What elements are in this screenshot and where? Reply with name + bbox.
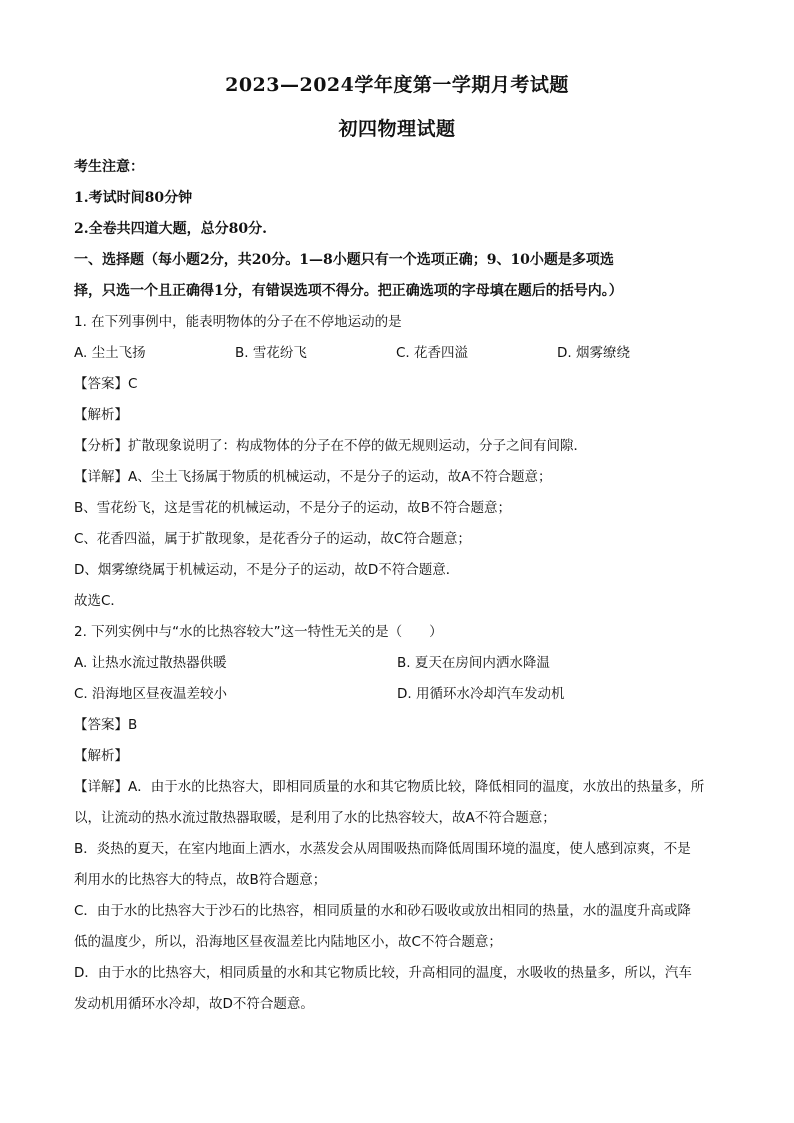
option-a: A. 尘土飞扬: [74, 345, 146, 361]
page-subtitle: 初四物理试题: [338, 118, 456, 140]
option-d: D. 烟雾缭绕: [557, 345, 630, 361]
analysis-label: 【解析】: [74, 407, 128, 423]
option-b: B. 雪花纷飞: [235, 345, 307, 361]
explanation-line: D．由于水的比热容大，相同质量的水和其它物质比较，升高相同的温度，水吸收的热量多，所以，汽车: [74, 965, 692, 981]
answer-label: 【答案】B: [74, 717, 138, 733]
explanation-line: C、花香四溢，属于扩散现象，是花香分子的运动，故C符合题意；: [74, 531, 471, 547]
explanation-line: B、雪花纷飞，这是雪花的机械运动，不是分子的运动，故B不符合题意；: [74, 500, 512, 516]
analysis-label: 【解析】: [74, 748, 128, 764]
question-stem: 1. 在下列事例中，能表明物体的分子在不停地运动的是: [74, 314, 402, 330]
question-options: [74, 679, 720, 710]
explanation-line: 故选C．: [74, 593, 124, 609]
notice-heading: 考生注意：: [74, 159, 144, 175]
explanation-line: D、烟雾缭绕属于机械运动，不是分子的运动，故D不符合题意．: [74, 562, 460, 578]
page-title: 2023—2024学年度第一学期月考试题: [225, 74, 569, 96]
explanation-line: C．由于水的比热容大于沙石的比热容，相同质量的水和砂石吸收或放出相同的热量，水的温度升高或降: [74, 903, 691, 919]
explanation-line: 发动机用循环水冷却，故D不符合题意。: [74, 996, 314, 1012]
question-stem: 2. 下列实例中与“水的比热容较大”这一特性无关的是（ ）: [74, 624, 443, 640]
option-b: B. 夏天在房间内洒水降温: [397, 655, 550, 671]
option-d: D. 用循环水冷却汽车发动机: [397, 686, 565, 702]
explanation-line: 以，让流动的热水流过散热器取暖，是利用了水的比热容较大，故A不符合题意；: [74, 810, 556, 826]
section-instruction: 择，只选一个且正确得1分，有错误选项不得分。把正确选项的字母填在题后的括号内。）: [74, 283, 623, 299]
section-instruction: 一、选择题（每小题2分，共20分。1—8小题只有一个选项正确；9、10小题是多项选: [74, 252, 614, 268]
option-a: A. 让热水流过散热器供暖: [74, 655, 227, 671]
explanation-line: 【分析】扩散现象说明了：构成物体的分子在不停的做无规则运动，分子之间有间隙．: [74, 438, 587, 454]
explanation-line: 【详解】A、尘土飞扬属于物质的机械运动，不是分子的运动，故A不符合题意；: [74, 469, 552, 485]
explanation-line: 利用水的比热容大的特点，故B符合题意；: [74, 872, 327, 888]
option-c: C. 花香四溢: [396, 345, 469, 361]
notice-item: 1.考试时间80分钟: [74, 190, 193, 206]
explanation-line: 低的温度少，所以，沿海地区昼夜温差比内陆地区小，故C不符合题意；: [74, 934, 502, 950]
notice-item: 2.全卷共四道大题，总分80分.: [74, 221, 267, 237]
answer-label: 【答案】C: [74, 376, 138, 392]
option-c: C. 沿海地区昼夜温差较小: [74, 686, 228, 702]
explanation-line: 【详解】A．由于水的比热容大，即相同质量的水和其它物质比较，降低相同的温度，水放出的热量多，所: [74, 779, 705, 795]
question-options: [74, 648, 720, 679]
document-body: [74, 152, 720, 1020]
question-options: [74, 338, 720, 369]
explanation-line: B．炎热的夏天，在室内地面上洒水，水蒸发会从周围吸热而降低周围环境的温度，使人感到凉爽，不是: [74, 841, 691, 857]
